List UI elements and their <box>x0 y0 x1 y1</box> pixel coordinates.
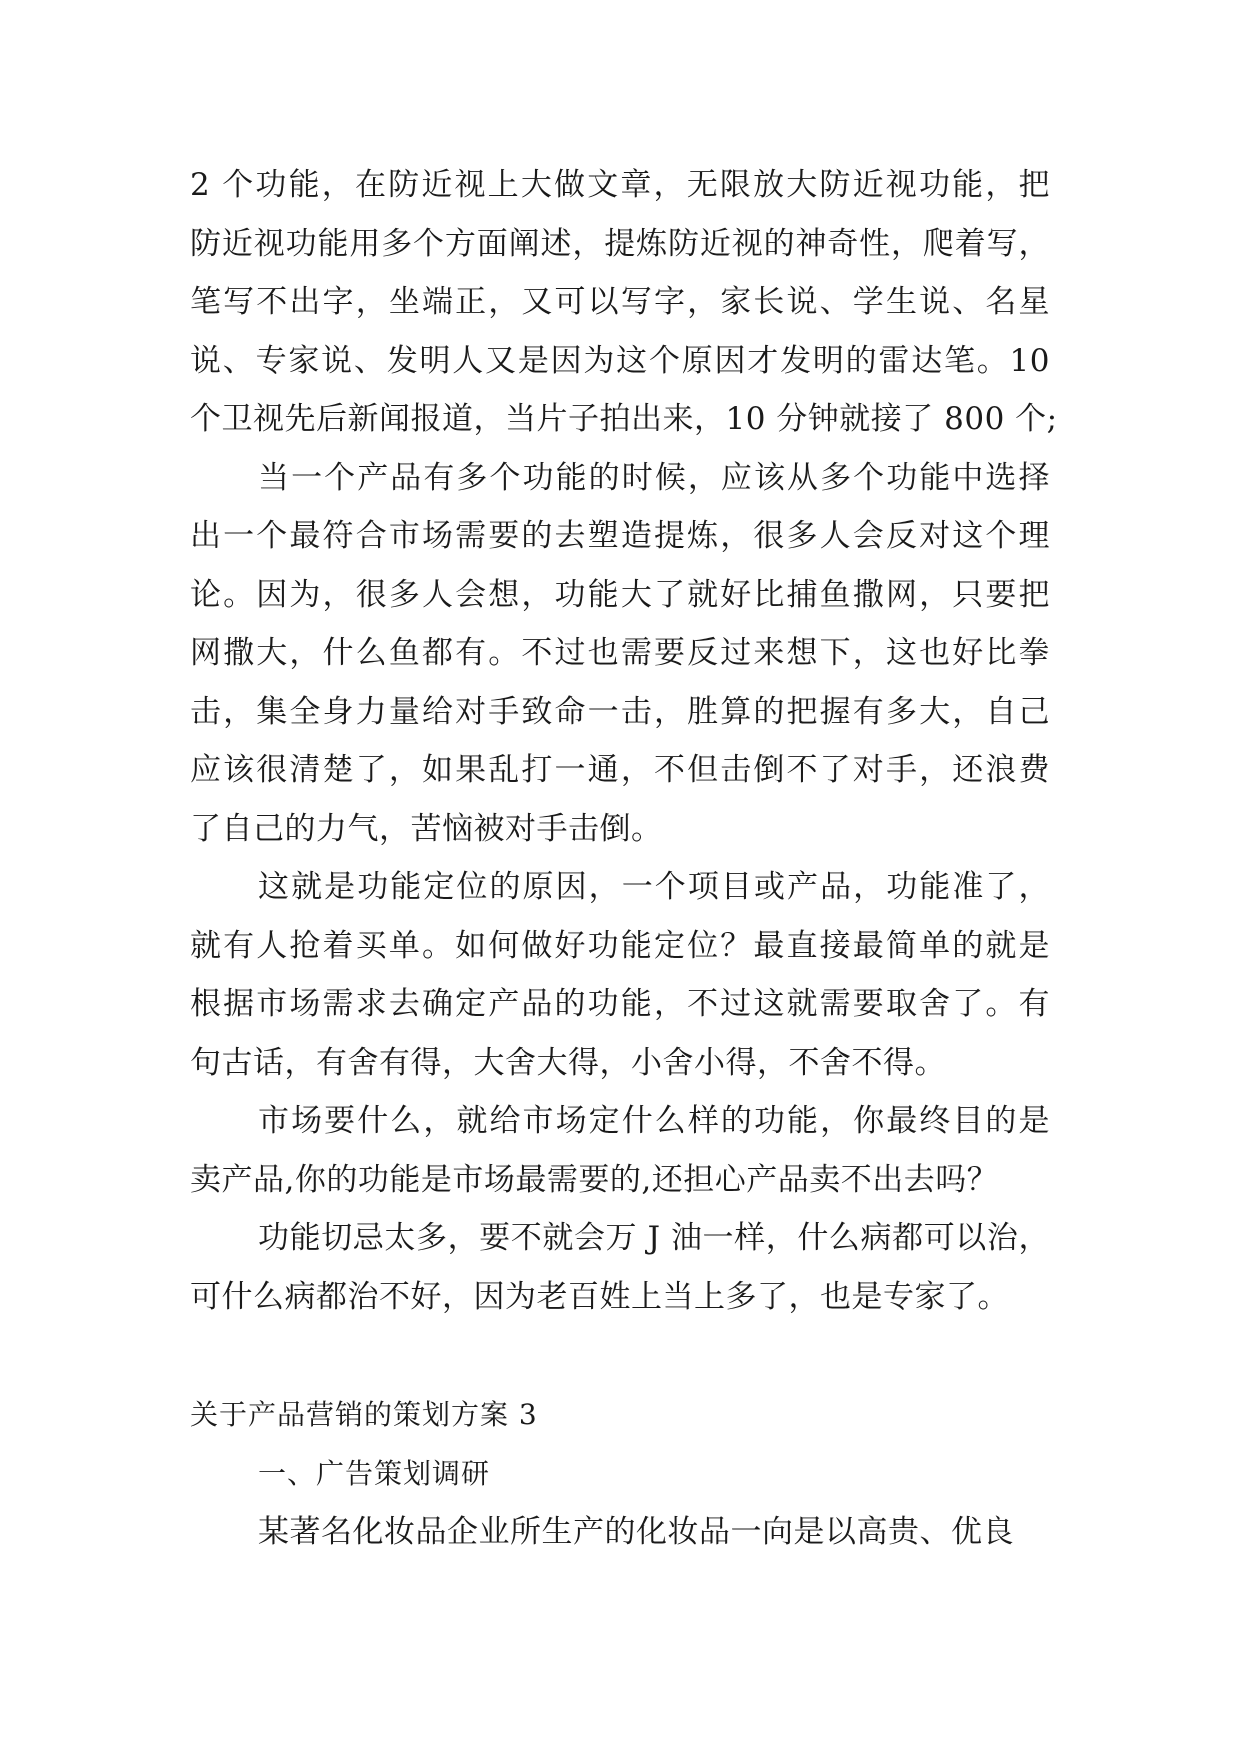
paragraph-4 <box>190 1092 1050 1209</box>
text-line: 笔写不出字，坐端正，又可以写字，家长说、学生说、名星 <box>190 284 1050 320</box>
section-3 <box>190 1386 1050 1562</box>
paragraph-1 <box>190 156 1058 449</box>
paragraph-5 <box>190 1209 1050 1326</box>
paragraph-3 <box>190 858 1050 1092</box>
text-line: 论。因为，很多人会想，功能大了就好比捕鱼撒网，只要把 <box>190 576 1050 613</box>
text-line: 某著名化妆品企业所生产的化妆品一向是以高贵、优良 <box>258 1514 1014 1550</box>
text-line: 网撒大，什么鱼都有。不过也需要反过来想下，这也好比拳 <box>190 635 1050 671</box>
text-line: 根据市场需求去确定产品的功能，不过这就需要取舍了。有 <box>190 986 1050 1022</box>
text-line: 个卫视先后新闻报道，当片子拍出来，10 分钟就接了 800 个; <box>190 401 1058 437</box>
text-line: 防近视功能用多个方面阐述，提炼防近视的神奇性，爬着写， <box>190 225 1050 262</box>
text-line: 出一个最符合市场需要的去塑造提炼，很多人会反对这个理 <box>190 518 1050 554</box>
text-line: 击，集全身力量给对手致命一击，胜算的把握有多大，自己 <box>190 693 1050 730</box>
text-line: 了自己的力气，苦恼被对手击倒。 <box>190 810 663 847</box>
text-line: 这就是功能定位的原因，一个项目或产品，功能准了， <box>258 869 1050 905</box>
text-line: 卖产品,你的功能是市场最需要的,还担心产品卖不出去吗？ <box>190 1161 999 1198</box>
section-subtitle: 一、广告策划调研 <box>258 1456 491 1490</box>
text-line: 当一个产品有多个功能的时候，应该从多个功能中选择 <box>258 459 1050 496</box>
text-line: 应该很清楚了，如果乱打一通，不但击倒不了对手，还浪费 <box>190 752 1050 788</box>
paragraph-2 <box>190 449 1050 859</box>
text-line: 说、专家说、发明人又是因为这个原因才发明的雷达笔。10 <box>190 342 1050 379</box>
document-page <box>190 156 1058 1562</box>
section-spacer <box>190 1326 1050 1386</box>
text-line: 市场要什么，就给市场定什么样的功能，你最终目的是 <box>258 1103 1050 1139</box>
text-line: 就有人抢着买单。如何做好功能定位？最直接最简单的就是 <box>190 927 1050 964</box>
text-line: 句古话，有舍有得，大舍大得，小舍小得，不舍不得。 <box>190 1044 946 1081</box>
text-line: 可什么病都治不好，因为老百姓上当上多了，也是专家了。 <box>190 1278 1009 1315</box>
section-title: 关于产品营销的策划方案 3 <box>190 1398 538 1431</box>
text-line: 2 个功能，在防近视上大做文章，无限放大防近视功能，把 <box>190 167 1050 203</box>
text-line: 功能切忌太多，要不就会万 J 油一样，什么病都可以治， <box>258 1220 1050 1256</box>
